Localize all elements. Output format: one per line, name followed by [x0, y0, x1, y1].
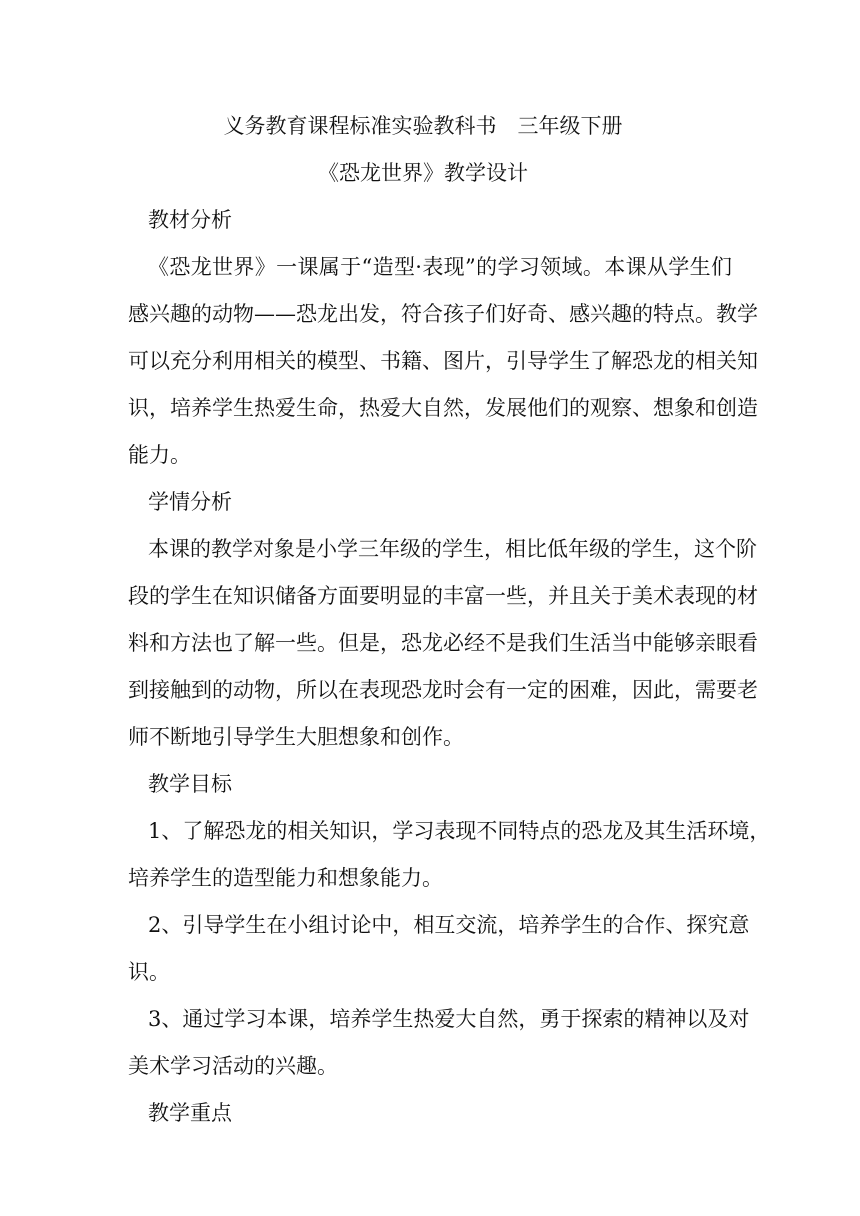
paragraph-line: 感兴趣的动物——恐龙出发，符合孩子们好奇、感兴趣的特点。教学	[128, 302, 758, 326]
paragraph-line: 培养学生的造型能力和想象能力。	[128, 866, 443, 890]
paragraph-line: 本课的教学对象是小学三年级的学生，相比低年级的学生，这个阶	[148, 537, 757, 561]
paragraph-line: 2、引导学生在小组讨论中，相互交流，培养学生的合作、探究意	[148, 913, 750, 937]
goal-item-1	[128, 811, 771, 899]
paragraph-line: 识，培养学生热爱生命，热爱大自然，发展他们的观察、想象和创造	[128, 396, 758, 420]
paragraph-line: 美术学习活动的兴趣。	[128, 1054, 338, 1078]
paragraph-line: 料和方法也了解一些。但是，恐龙必经不是我们生活当中能够亲眼看	[128, 631, 758, 655]
paragraph-line: 1、了解恐龙的相关知识，学习表现不同特点的恐龙及其生活环境，	[148, 819, 771, 843]
goal-item-2	[128, 905, 750, 993]
document-body	[128, 106, 771, 1134]
paragraph-line: 段的学生在知识储备方面要明显的丰富一些，并且关于美术表现的材	[128, 584, 758, 608]
goal-item-3	[128, 999, 750, 1087]
section-heading-students: 学情分析	[148, 490, 232, 514]
paragraph-line: 能力。	[128, 443, 191, 467]
series-line: 义务教育课程标准实验教科书 三年级下册	[223, 114, 623, 138]
paragraph-line: 到接触到的动物，所以在表现恐龙时会有一定的困难，因此，需要老	[128, 678, 758, 702]
paragraph-line: 可以充分利用相关的模型、书籍、图片，引导学生了解恐龙的相关知	[128, 349, 758, 373]
paragraph-line: 3、通过学习本课，培养学生热爱大自然，勇于探索的精神以及对	[148, 1007, 750, 1031]
section-heading-focus: 教学重点	[148, 1101, 232, 1125]
document-title: 《恐龙世界》教学设计	[318, 161, 528, 185]
section-heading-material: 教材分析	[148, 208, 232, 232]
paragraph-material	[128, 247, 758, 476]
paragraph-students	[128, 529, 758, 758]
section-heading-goals: 教学目标	[148, 772, 232, 796]
paragraph-line: 识。	[128, 960, 170, 984]
paragraph-line: 师不断地引导学生大胆想象和创作。	[128, 725, 464, 749]
paragraph-line: 《恐龙世界》一课属于“造型·表现”的学习领域。本课从学生们	[148, 255, 732, 279]
